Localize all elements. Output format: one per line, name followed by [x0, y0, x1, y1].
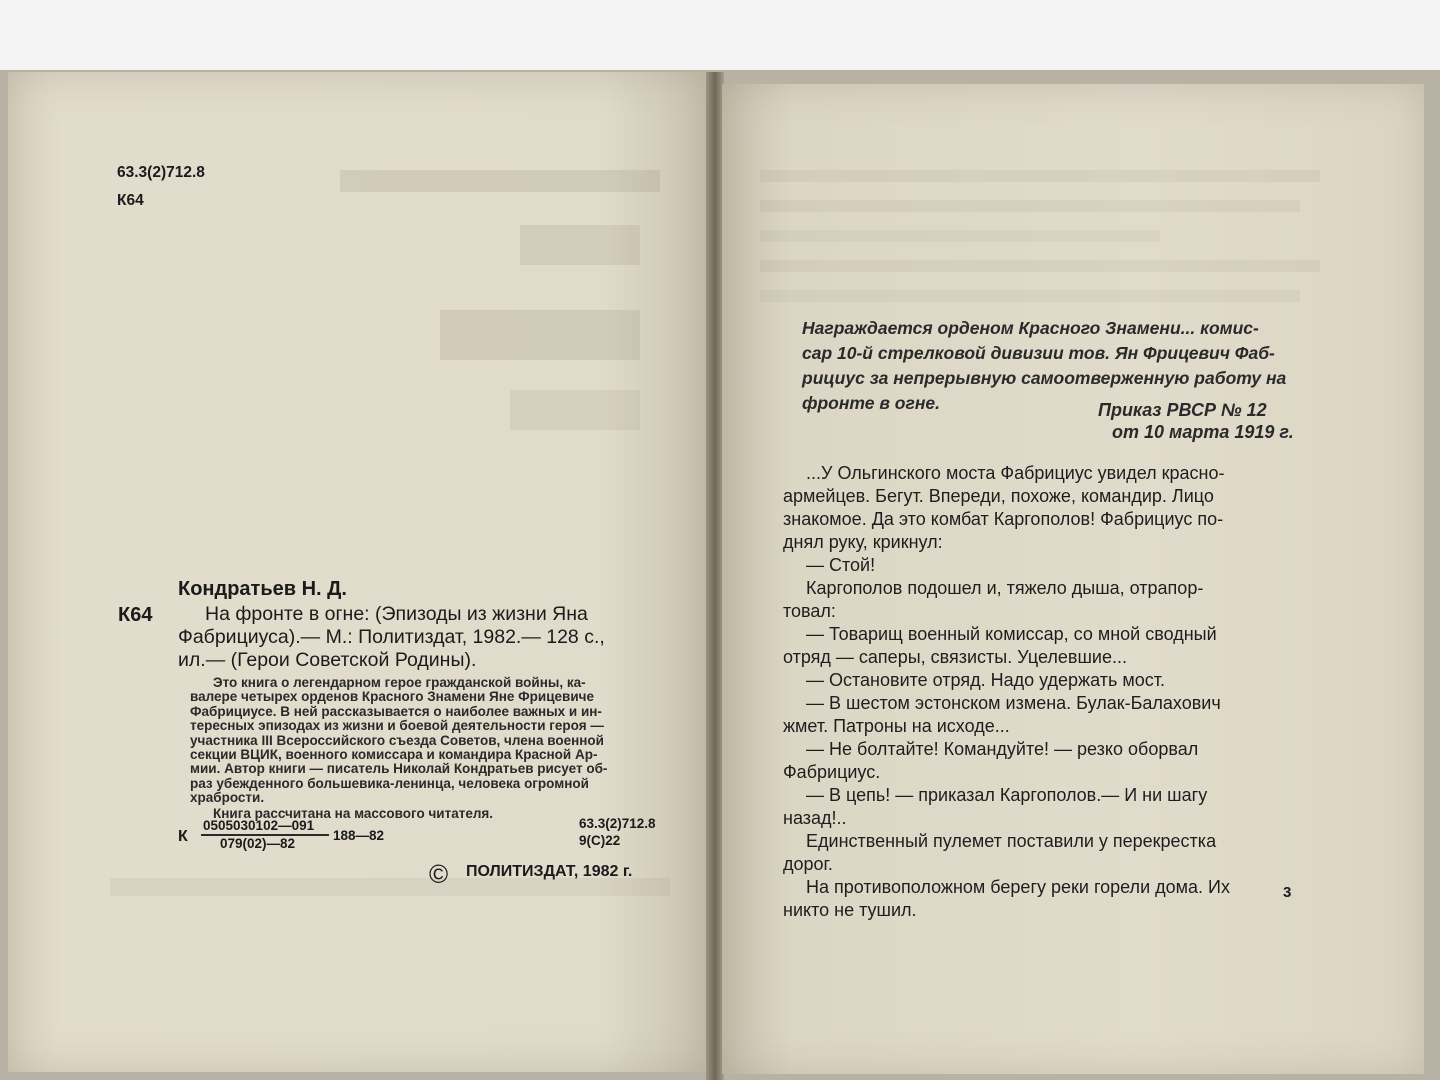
abstract-line: раз убежденного большевика-ленинца, человека огромной	[190, 775, 589, 791]
index-denominator: 079(02)—82	[220, 836, 296, 851]
copyright-text: ПОЛИТИЗДАТ, 1982 г.	[466, 863, 633, 880]
body-line: знакомое. Да это комбат Каргополов! Фабрициус по-	[783, 509, 1224, 529]
body-line: — Стой!	[806, 555, 876, 575]
epigraph-source: Приказ РВСР № 12	[1098, 400, 1267, 420]
bleed-through-footer	[110, 878, 670, 896]
card-description-line: ил.— (Герои Советской Родины).	[178, 649, 477, 671]
epigraph-line: фронте в огне.	[802, 393, 940, 413]
body-line: — В шестом эстонском измена. Булак-Балахович	[806, 693, 1221, 713]
index-letter: К	[178, 828, 188, 845]
body-line: Каргополов подошел и, тяжело дыша, отрапор-	[806, 578, 1204, 598]
author-mark: К64	[117, 192, 144, 209]
index-suffix: 188—82	[333, 828, 385, 843]
bleed-through-text	[760, 170, 1330, 320]
card-description-line: На фронте в огне: (Эпизоды из жизни Яна	[205, 603, 588, 625]
abstract-line: участника III Всероссийского съезда Советов, члена военной	[190, 732, 604, 748]
body-line: никто не тушил.	[783, 900, 917, 920]
bbk-code: 9(С)22	[579, 833, 621, 848]
copyright-symbol: ©	[429, 859, 449, 889]
abstract-line: храбрости.	[190, 790, 265, 806]
card-author: Кондратьев Н. Д.	[178, 578, 347, 600]
body-line: — Остановите отряд. Надо удержать мост.	[806, 670, 1165, 690]
abstract-line: мии. Автор книги — писатель Николай Кондратьев рисует об-	[190, 761, 608, 777]
body-line: — Товарищ военный комиссар, со мной сводный	[806, 624, 1217, 644]
bleed-through-title-page	[340, 170, 660, 460]
abstract-line: Это книга о легендарном герое гражданской войны, ка-	[213, 675, 586, 690]
card-description-line: Фабрициуса).— М.: Политиздат, 1982.— 128 с.,	[178, 626, 605, 648]
body-line: — Не болтайте! Командуйте! — резко оборвал	[806, 739, 1199, 759]
index-numerator: 0505030102—091	[203, 818, 315, 833]
body-line: днял руку, крикнул:	[783, 532, 943, 552]
body-line: — В цепь! — приказал Каргополов.— И ни шагу	[806, 785, 1208, 805]
body-line: отряд — саперы, связисты. Уцелевшие...	[783, 647, 1127, 667]
bbk-code: 63.3(2)712.8	[579, 816, 656, 831]
epigraph-line: Награждается орденом Красного Знамени... комис-	[802, 318, 1259, 338]
body-line: Фабрициус.	[783, 762, 881, 782]
abstract-line: валере четырех орденов Красного Знамени Яне Фрицевиче	[190, 689, 594, 705]
page-number: 3	[1283, 884, 1292, 901]
body-line: армейцев. Бегут. Впереди, похоже, командир. Лицо	[783, 486, 1214, 506]
epigraph-source-date: от 10 марта 1919 г.	[1112, 422, 1294, 442]
body-line: жмет. Патроны на исходе...	[783, 716, 1010, 736]
abstract-line: секции ВЦИК, военного комиссара и командира Красной Ар-	[190, 747, 598, 762]
epigraph-line: рициус за непрерывную самоотверженную работу на	[802, 368, 1287, 388]
abstract-line: тересных эпизодах из жизни и боевой деятельности героя —	[190, 718, 604, 734]
body-line: дорог.	[783, 854, 833, 874]
body-line: товал:	[783, 601, 836, 621]
card-mark: К64	[118, 604, 153, 626]
body-line: На противоположном берегу реки горели дома. Их	[806, 877, 1230, 897]
body-line: ...У Ольгинского моста Фабрициус увидел красно-	[806, 463, 1225, 483]
audience-note: Книга рассчитана на массового читателя.	[213, 806, 494, 821]
body-line: назад!..	[783, 808, 847, 828]
epigraph-line: сар 10-й стрелковой дивизии тов. Ян Фрицевич Фаб-	[802, 343, 1275, 363]
body-line: Единственный пулемет поставили у перекрестка	[806, 831, 1217, 851]
abstract-line: Фабрициусе. В ней рассказывается о наиболее важных и ин-	[190, 703, 602, 719]
class-code: 63.3(2)712.8	[117, 164, 205, 181]
